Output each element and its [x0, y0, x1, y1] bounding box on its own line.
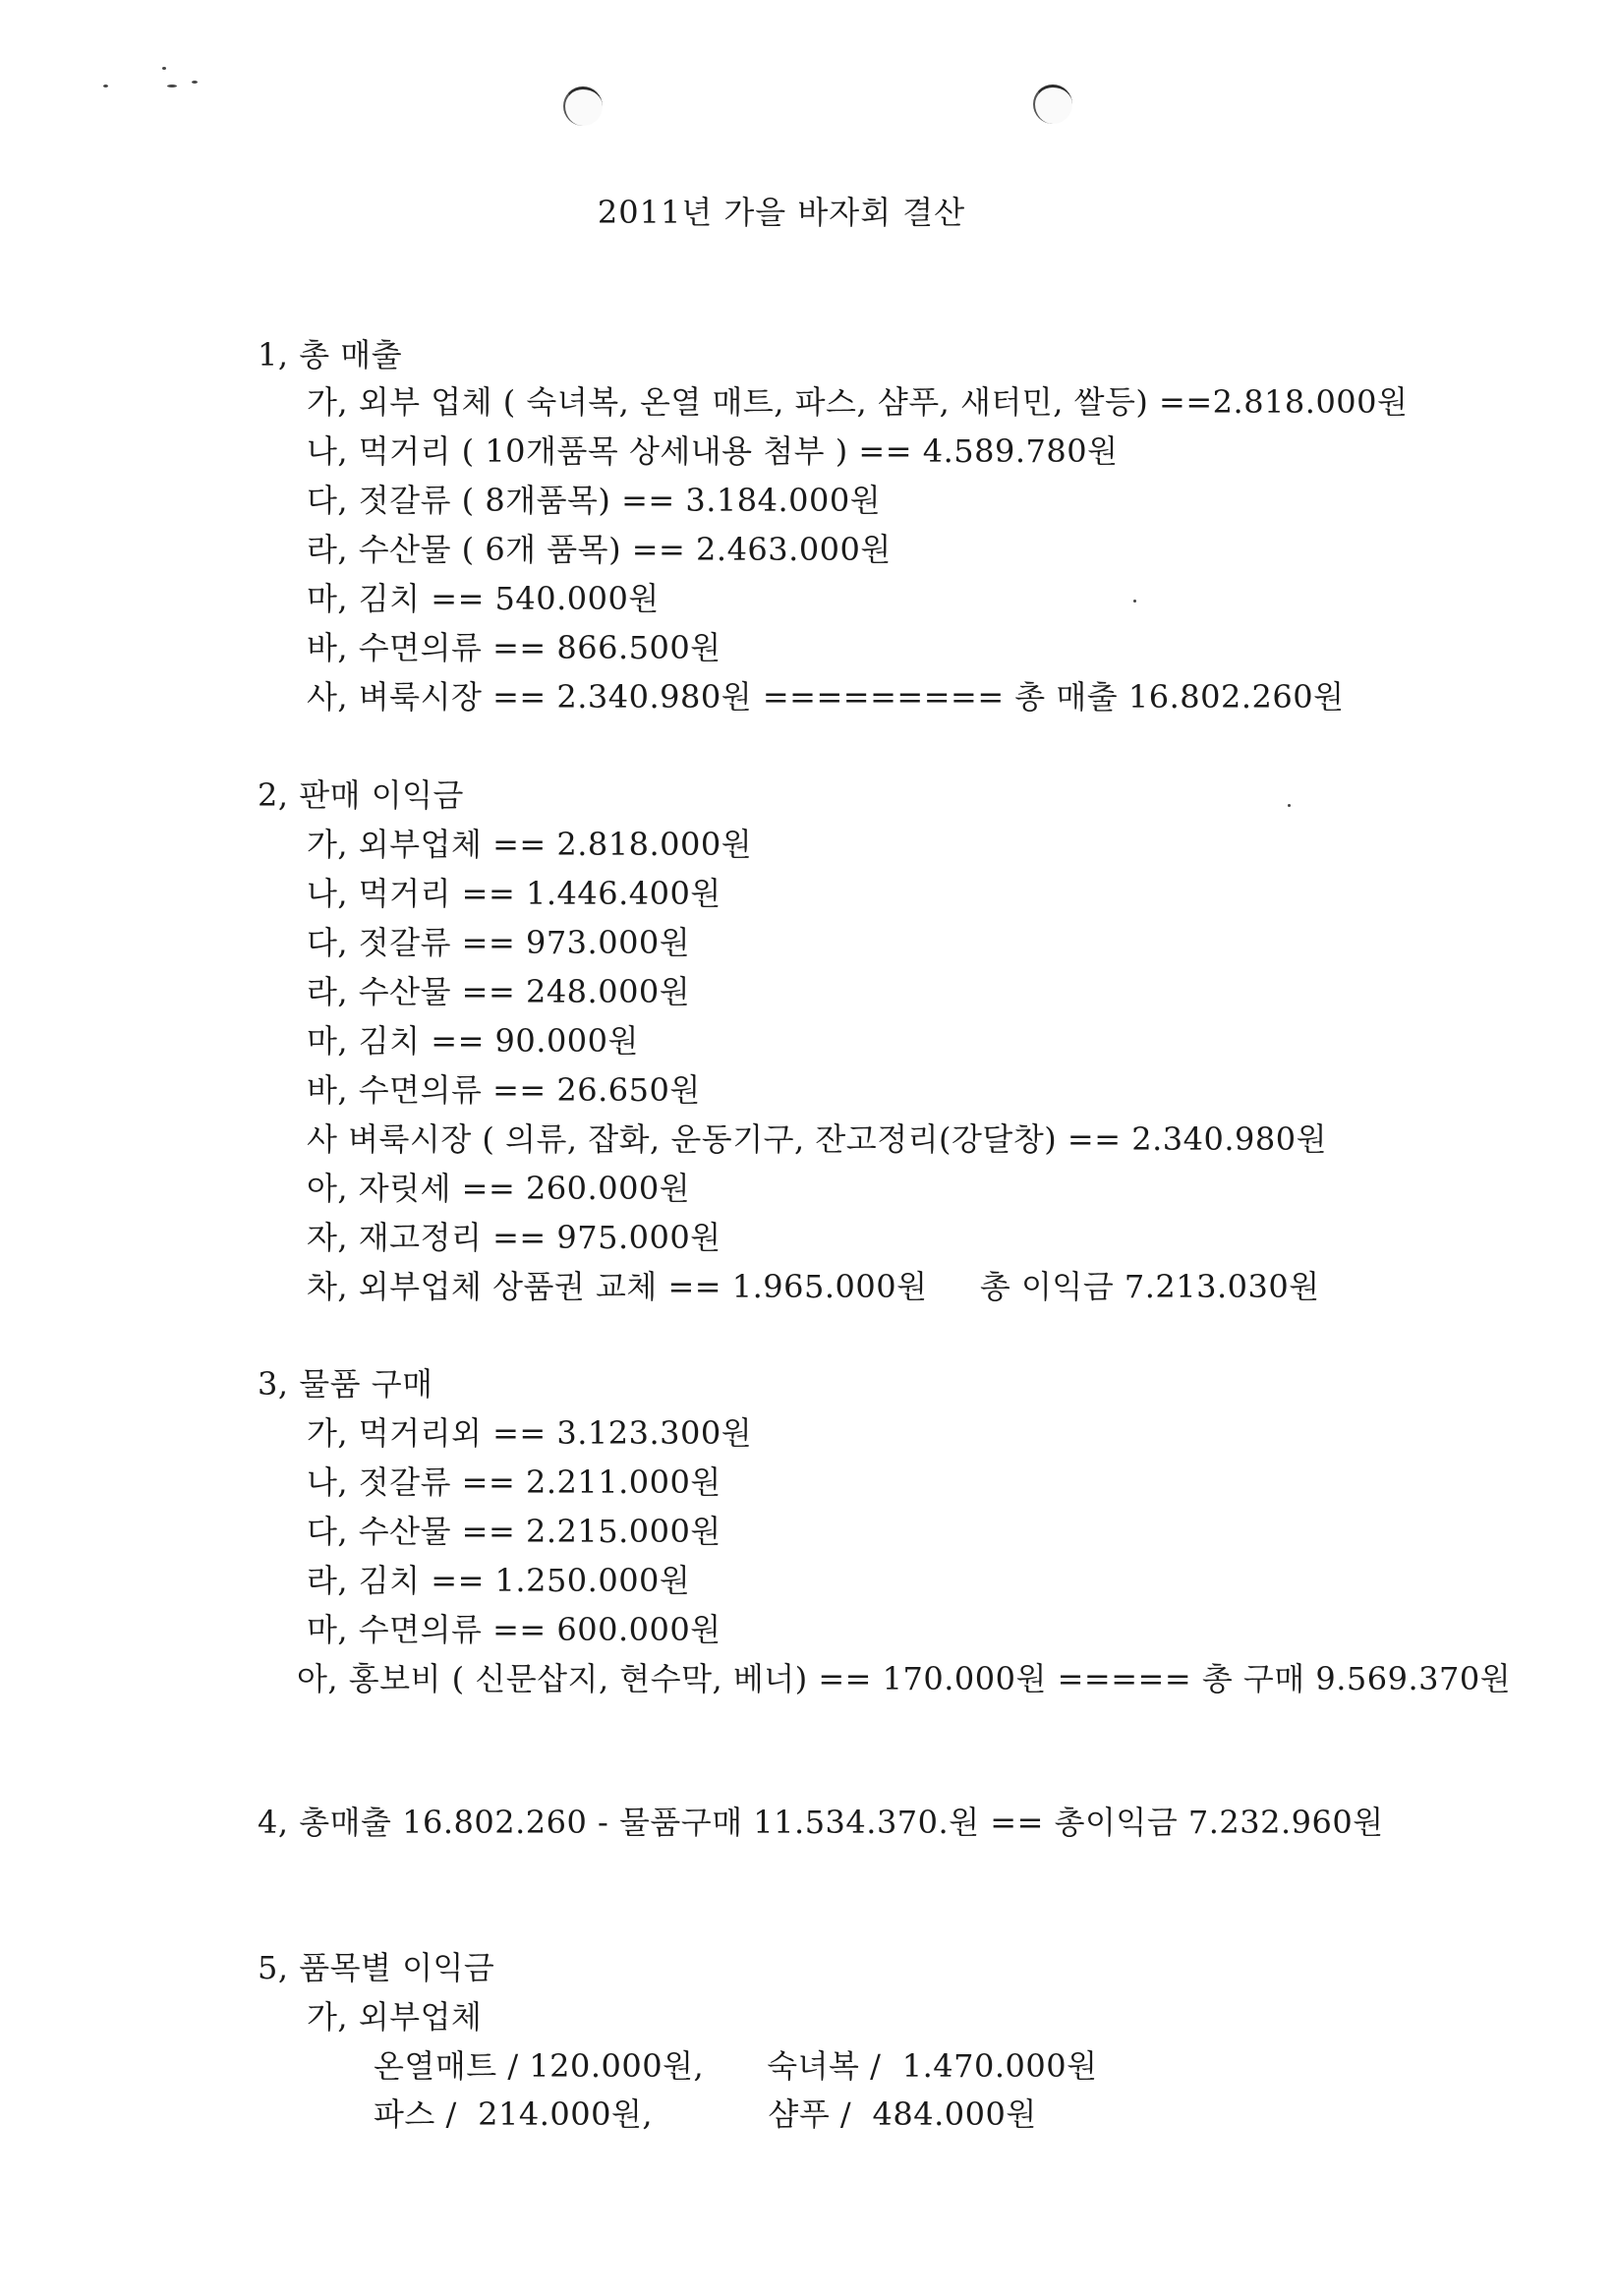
section-2-item: 사 벼룩시장 ( 의류, 잡화, 운동기구, 잔고정리(강달창) == 2.340.980원	[307, 1120, 1327, 1158]
section-5-row: 온열매트 / 120.000원, 숙녀복 / 1.470.000원	[374, 2047, 1098, 2085]
section-2-item: 나, 먹거리 == 1.446.400원	[307, 875, 721, 912]
section-2-item: 차, 외부업체 상품권 교체 == 1.965.000원 총 이익금 7.213.030원	[307, 1268, 1320, 1305]
section-1-heading: 1, 총 매출	[258, 336, 403, 373]
scan-speck	[1133, 600, 1136, 603]
section-3-item: 다, 수산물 == 2.215.000원	[307, 1513, 721, 1550]
section-2-heading: 2, 판매 이익금	[258, 776, 464, 814]
section-3-item: 나, 젓갈류 == 2.211.000원	[307, 1464, 721, 1501]
section-5-row: 파스 / 214.000원, 샴푸 / 484.000원	[374, 2095, 1037, 2133]
section-4-line: 4, 총매출 16.802.260 - 물품구매 11.534.370.원 == 총이익금 7.232.960원	[258, 1804, 1384, 1841]
section-1-item: 사, 벼룩시장 == 2.340.980원 ========= 총 매출 16.802.260원	[307, 678, 1345, 716]
section-2-item: 마, 김치 == 90.000원	[307, 1022, 639, 1060]
scan-speck	[192, 81, 198, 84]
section-3-item: 아, 홍보비 ( 신문삽지, 현수막, 베너) == 170.000원 ===== 총 구매 9.569.370원	[297, 1660, 1512, 1697]
section-1-item: 라, 수산물 ( 6개 품목) == 2.463.000원	[307, 531, 892, 568]
section-2-item: 아, 자릿세 == 260.000원	[307, 1170, 691, 1207]
section-2-item: 가, 외부업체 == 2.818.000원	[307, 826, 753, 863]
section-1-item: 나, 먹거리 ( 10개품목 상세내용 첨부 ) == 4.589.780원	[307, 432, 1119, 470]
section-1-item: 바, 수면의류 == 866.500원	[307, 629, 721, 666]
punch-hole-right	[1033, 85, 1072, 124]
section-1-item: 마, 김치 == 540.000원	[307, 580, 660, 617]
section-2-item: 다, 젓갈류 == 973.000원	[307, 924, 691, 961]
punch-hole-left	[563, 86, 603, 126]
scan-speck	[162, 67, 166, 70]
section-2-item: 바, 수면의류 == 26.650원	[307, 1071, 701, 1109]
document-title: 2011년 가을 바자회 결산	[597, 194, 966, 231]
section-3-heading: 3, 물품 구매	[258, 1365, 433, 1403]
section-5-sub-heading: 가, 외부업체	[307, 1998, 483, 2036]
section-3-item: 라, 김치 == 1.250.000원	[307, 1562, 691, 1599]
section-1-item: 다, 젓갈류 ( 8개품목) == 3.184.000원	[307, 482, 882, 519]
section-2-item: 자, 재고정리 == 975.000원	[307, 1219, 721, 1256]
section-1-item: 가, 외부 업체 ( 숙녀복, 온열 매트, 파스, 샴푸, 새터민, 쌀등) ==2.818.000원	[307, 383, 1409, 421]
section-3-item: 마, 수면의류 == 600.000원	[307, 1611, 721, 1648]
scan-speck	[1288, 804, 1291, 807]
section-3-item: 가, 먹거리외 == 3.123.300원	[307, 1414, 753, 1452]
scan-speck	[167, 85, 177, 87]
section-5-heading: 5, 품목별 이익금	[258, 1949, 495, 1986]
section-2-item: 라, 수산물 == 248.000원	[307, 973, 691, 1010]
scan-speck	[103, 85, 108, 87]
